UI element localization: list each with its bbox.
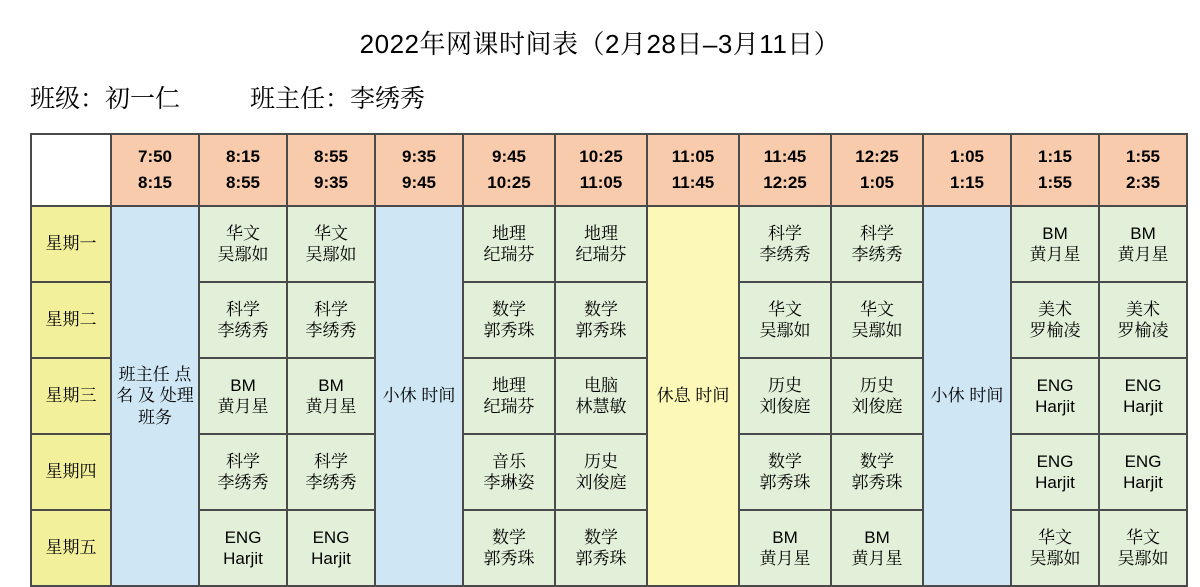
roll-call-line: 班主任 — [118, 365, 170, 385]
roll-call-line: 处理 — [159, 386, 194, 406]
class-cell — [739, 282, 831, 358]
subject: 数学 — [492, 299, 526, 319]
class-cell — [739, 206, 831, 282]
day-label-2: 星期三 — [31, 358, 111, 434]
table-row — [31, 510, 1187, 586]
time-header-2 — [287, 134, 375, 206]
subject: 数学 — [492, 527, 526, 547]
roll-call-cell — [111, 206, 199, 586]
time-start: 10:25 — [579, 146, 623, 166]
subject: BM — [1042, 223, 1068, 243]
class-cell — [287, 206, 375, 282]
teacher: 纪瑞芬 — [483, 245, 535, 264]
subject: BM — [1130, 223, 1156, 243]
time-start: 11:05 — [671, 146, 715, 166]
corner-cell — [31, 134, 111, 206]
class-cell — [1011, 434, 1099, 510]
teacher: 吴鄢如 — [759, 321, 811, 340]
teacher: Harjit — [223, 549, 263, 568]
subject: ENG — [1036, 451, 1074, 471]
table-row — [31, 206, 1187, 282]
teacher: 黄月星 — [759, 549, 811, 568]
time-header-0 — [111, 134, 199, 206]
subject: BM — [864, 527, 890, 547]
teacher: 李绣秀 — [217, 473, 269, 492]
teacher: 吴鄢如 — [851, 321, 903, 340]
class-cell — [555, 206, 647, 282]
class-cell — [287, 358, 375, 434]
teacher: 罗榆凌 — [1117, 321, 1169, 340]
class-cell — [287, 282, 375, 358]
time-end: 1:55 — [1037, 173, 1073, 192]
subject: 数学 — [584, 527, 618, 547]
teacher: 李绣秀 — [217, 321, 269, 340]
subject: 华文 — [314, 223, 348, 243]
teacher: 郭秀珠 — [483, 549, 535, 568]
teacher: 黄月星 — [1117, 245, 1169, 264]
class-cell — [1011, 510, 1099, 586]
time-header-5 — [555, 134, 647, 206]
class-cell — [1099, 510, 1187, 586]
time-end: 11:45 — [671, 173, 715, 192]
teacher: Harjit — [1123, 397, 1163, 416]
homeroom-teacher-label: 班主任：李绣秀 — [250, 85, 426, 113]
subject: 美术 — [1126, 299, 1160, 319]
class-info-row — [0, 61, 1200, 129]
teacher: 郭秀珠 — [483, 321, 535, 340]
subject: 美术 — [1038, 299, 1072, 319]
class-label: 班级：初一仁 — [30, 85, 181, 113]
class-cell — [287, 434, 375, 510]
class-cell — [1011, 282, 1099, 358]
time-end: 9:35 — [313, 173, 349, 192]
time-header-3 — [375, 134, 463, 206]
time-start: 1:55 — [1125, 146, 1161, 166]
table-row — [31, 358, 1187, 434]
time-header-4 — [463, 134, 555, 206]
class-cell — [463, 206, 555, 282]
time-start: 11:45 — [763, 146, 807, 166]
class-cell — [287, 510, 375, 586]
class-cell — [199, 206, 287, 282]
teacher: 黄月星 — [305, 397, 357, 416]
subject: 数学 — [768, 451, 802, 471]
time-end: 12:25 — [763, 173, 807, 192]
teacher: 罗榆凌 — [1029, 321, 1081, 340]
teacher: 刘俊庭 — [759, 397, 811, 416]
time-header-9 — [923, 134, 1011, 206]
timetable — [30, 133, 1188, 587]
teacher: 纪瑞芬 — [483, 397, 535, 416]
break-cell-2 — [923, 206, 1011, 586]
time-end: 1:15 — [949, 173, 985, 192]
day-label-3: 星期四 — [31, 434, 111, 510]
subject: BM — [772, 527, 798, 547]
break-line: 时间 — [421, 386, 456, 406]
subject: 华文 — [768, 299, 802, 319]
class-cell — [463, 282, 555, 358]
time-end: 10:25 — [487, 173, 531, 192]
subject: 历史 — [768, 375, 802, 395]
time-end: 1:05 — [859, 173, 895, 192]
page-title: 2022年网课时间表（2月28日–3月11日） — [359, 29, 841, 59]
subject: 数学 — [584, 299, 618, 319]
class-cell — [831, 206, 923, 282]
class-cell — [831, 282, 923, 358]
roll-call-line: 班务 — [138, 407, 172, 427]
subject: ENG — [1124, 375, 1162, 395]
subject: 地理 — [584, 223, 618, 243]
subject: 历史 — [584, 451, 618, 471]
roll-call-line: 点名 — [116, 365, 192, 406]
subject: 科学 — [226, 451, 260, 471]
teacher: 刘俊庭 — [575, 473, 627, 492]
roll-call-line: 及 — [138, 386, 155, 406]
subject: 华文 — [226, 223, 260, 243]
subject: 科学 — [314, 451, 348, 471]
teacher: 李绣秀 — [305, 321, 357, 340]
teacher: 黄月星 — [851, 549, 903, 568]
teacher: 吴鄢如 — [217, 245, 269, 264]
time-header-11 — [1099, 134, 1187, 206]
subject: 华文 — [1126, 527, 1160, 547]
class-cell — [1011, 358, 1099, 434]
class-cell — [555, 358, 647, 434]
class-cell — [463, 358, 555, 434]
class-cell — [831, 358, 923, 434]
rest-line: 休息 — [656, 386, 691, 406]
class-cell — [199, 510, 287, 586]
time-end: 11:05 — [579, 173, 623, 192]
teacher: 黄月星 — [1029, 245, 1081, 264]
subject: 电脑 — [584, 375, 618, 395]
time-end: 8:15 — [137, 173, 173, 192]
subject: 数学 — [860, 451, 894, 471]
subject: 科学 — [226, 299, 260, 319]
teacher: 李绣秀 — [851, 245, 903, 264]
teacher: Harjit — [1123, 473, 1163, 492]
class-cell — [739, 358, 831, 434]
teacher: 郭秀珠 — [759, 473, 811, 492]
class-cell — [739, 510, 831, 586]
subject: 音乐 — [492, 451, 526, 471]
break-line: 小休 — [930, 386, 965, 406]
teacher: 刘俊庭 — [851, 397, 903, 416]
class-cell — [555, 282, 647, 358]
subject: ENG — [312, 527, 350, 547]
class-cell — [199, 434, 287, 510]
teacher: 郭秀珠 — [575, 321, 627, 340]
subject: BM — [318, 375, 344, 395]
subject: 科学 — [860, 223, 894, 243]
class-cell — [555, 434, 647, 510]
time-end: 8:55 — [225, 173, 261, 192]
class-cell — [1099, 434, 1187, 510]
time-start: 8:15 — [225, 146, 261, 166]
class-cell — [1099, 358, 1187, 434]
teacher: 吴鄢如 — [1117, 549, 1169, 568]
teacher: Harjit — [311, 549, 351, 568]
teacher: Harjit — [1035, 397, 1075, 416]
break-line: 时间 — [969, 386, 1004, 406]
time-header-6 — [647, 134, 739, 206]
class-cell — [199, 282, 287, 358]
time-start: 9:45 — [491, 146, 527, 166]
time-start: 7:50 — [137, 146, 173, 166]
time-end: 9:45 — [401, 173, 437, 192]
class-cell — [1099, 282, 1187, 358]
subject: ENG — [224, 527, 262, 547]
subject: 科学 — [768, 223, 802, 243]
subject: ENG — [1036, 375, 1074, 395]
teacher: 吴鄢如 — [1029, 549, 1081, 568]
teacher: 黄月星 — [217, 397, 269, 416]
teacher: 李绣秀 — [305, 473, 357, 492]
class-cell — [555, 510, 647, 586]
day-label-1: 星期二 — [31, 282, 111, 358]
break-line: 小休 — [382, 386, 417, 406]
time-header-8 — [831, 134, 923, 206]
rest-line: 时间 — [695, 386, 730, 406]
teacher: Harjit — [1035, 473, 1075, 492]
break-cell-1 — [375, 206, 463, 586]
teacher: 郭秀珠 — [851, 473, 903, 492]
class-cell — [463, 510, 555, 586]
subject: 华文 — [860, 299, 894, 319]
class-cell — [831, 510, 923, 586]
table-row — [31, 434, 1187, 510]
class-cell — [739, 434, 831, 510]
time-start: 9:35 — [401, 146, 437, 166]
class-cell — [463, 434, 555, 510]
subject: 历史 — [860, 375, 894, 395]
teacher: 李琳姿 — [483, 473, 535, 492]
table-header-row — [31, 134, 1187, 206]
subject: BM — [230, 375, 256, 395]
teacher: 郭秀珠 — [575, 549, 627, 568]
time-header-7 — [739, 134, 831, 206]
teacher: 纪瑞芬 — [575, 245, 627, 264]
subject: ENG — [1124, 451, 1162, 471]
day-label-4: 星期五 — [31, 510, 111, 586]
time-end: 2:35 — [1125, 173, 1161, 192]
time-start: 8:55 — [313, 146, 349, 166]
teacher: 林慧敏 — [575, 397, 627, 416]
table-row — [31, 282, 1187, 358]
class-cell — [1099, 206, 1187, 282]
class-cell — [1011, 206, 1099, 282]
time-header-10 — [1011, 134, 1099, 206]
rest-cell — [647, 206, 739, 586]
time-start: 1:05 — [949, 146, 985, 166]
class-cell — [831, 434, 923, 510]
subject: 科学 — [314, 299, 348, 319]
day-label-0: 星期一 — [31, 206, 111, 282]
class-cell — [199, 358, 287, 434]
teacher: 吴鄢如 — [305, 245, 357, 264]
subject: 华文 — [1038, 527, 1072, 547]
time-start: 1:15 — [1037, 146, 1073, 166]
time-header-1 — [199, 134, 287, 206]
subject: 地理 — [492, 375, 526, 395]
time-start: 12:25 — [855, 146, 899, 166]
teacher: 李绣秀 — [759, 245, 811, 264]
subject: 地理 — [492, 223, 526, 243]
